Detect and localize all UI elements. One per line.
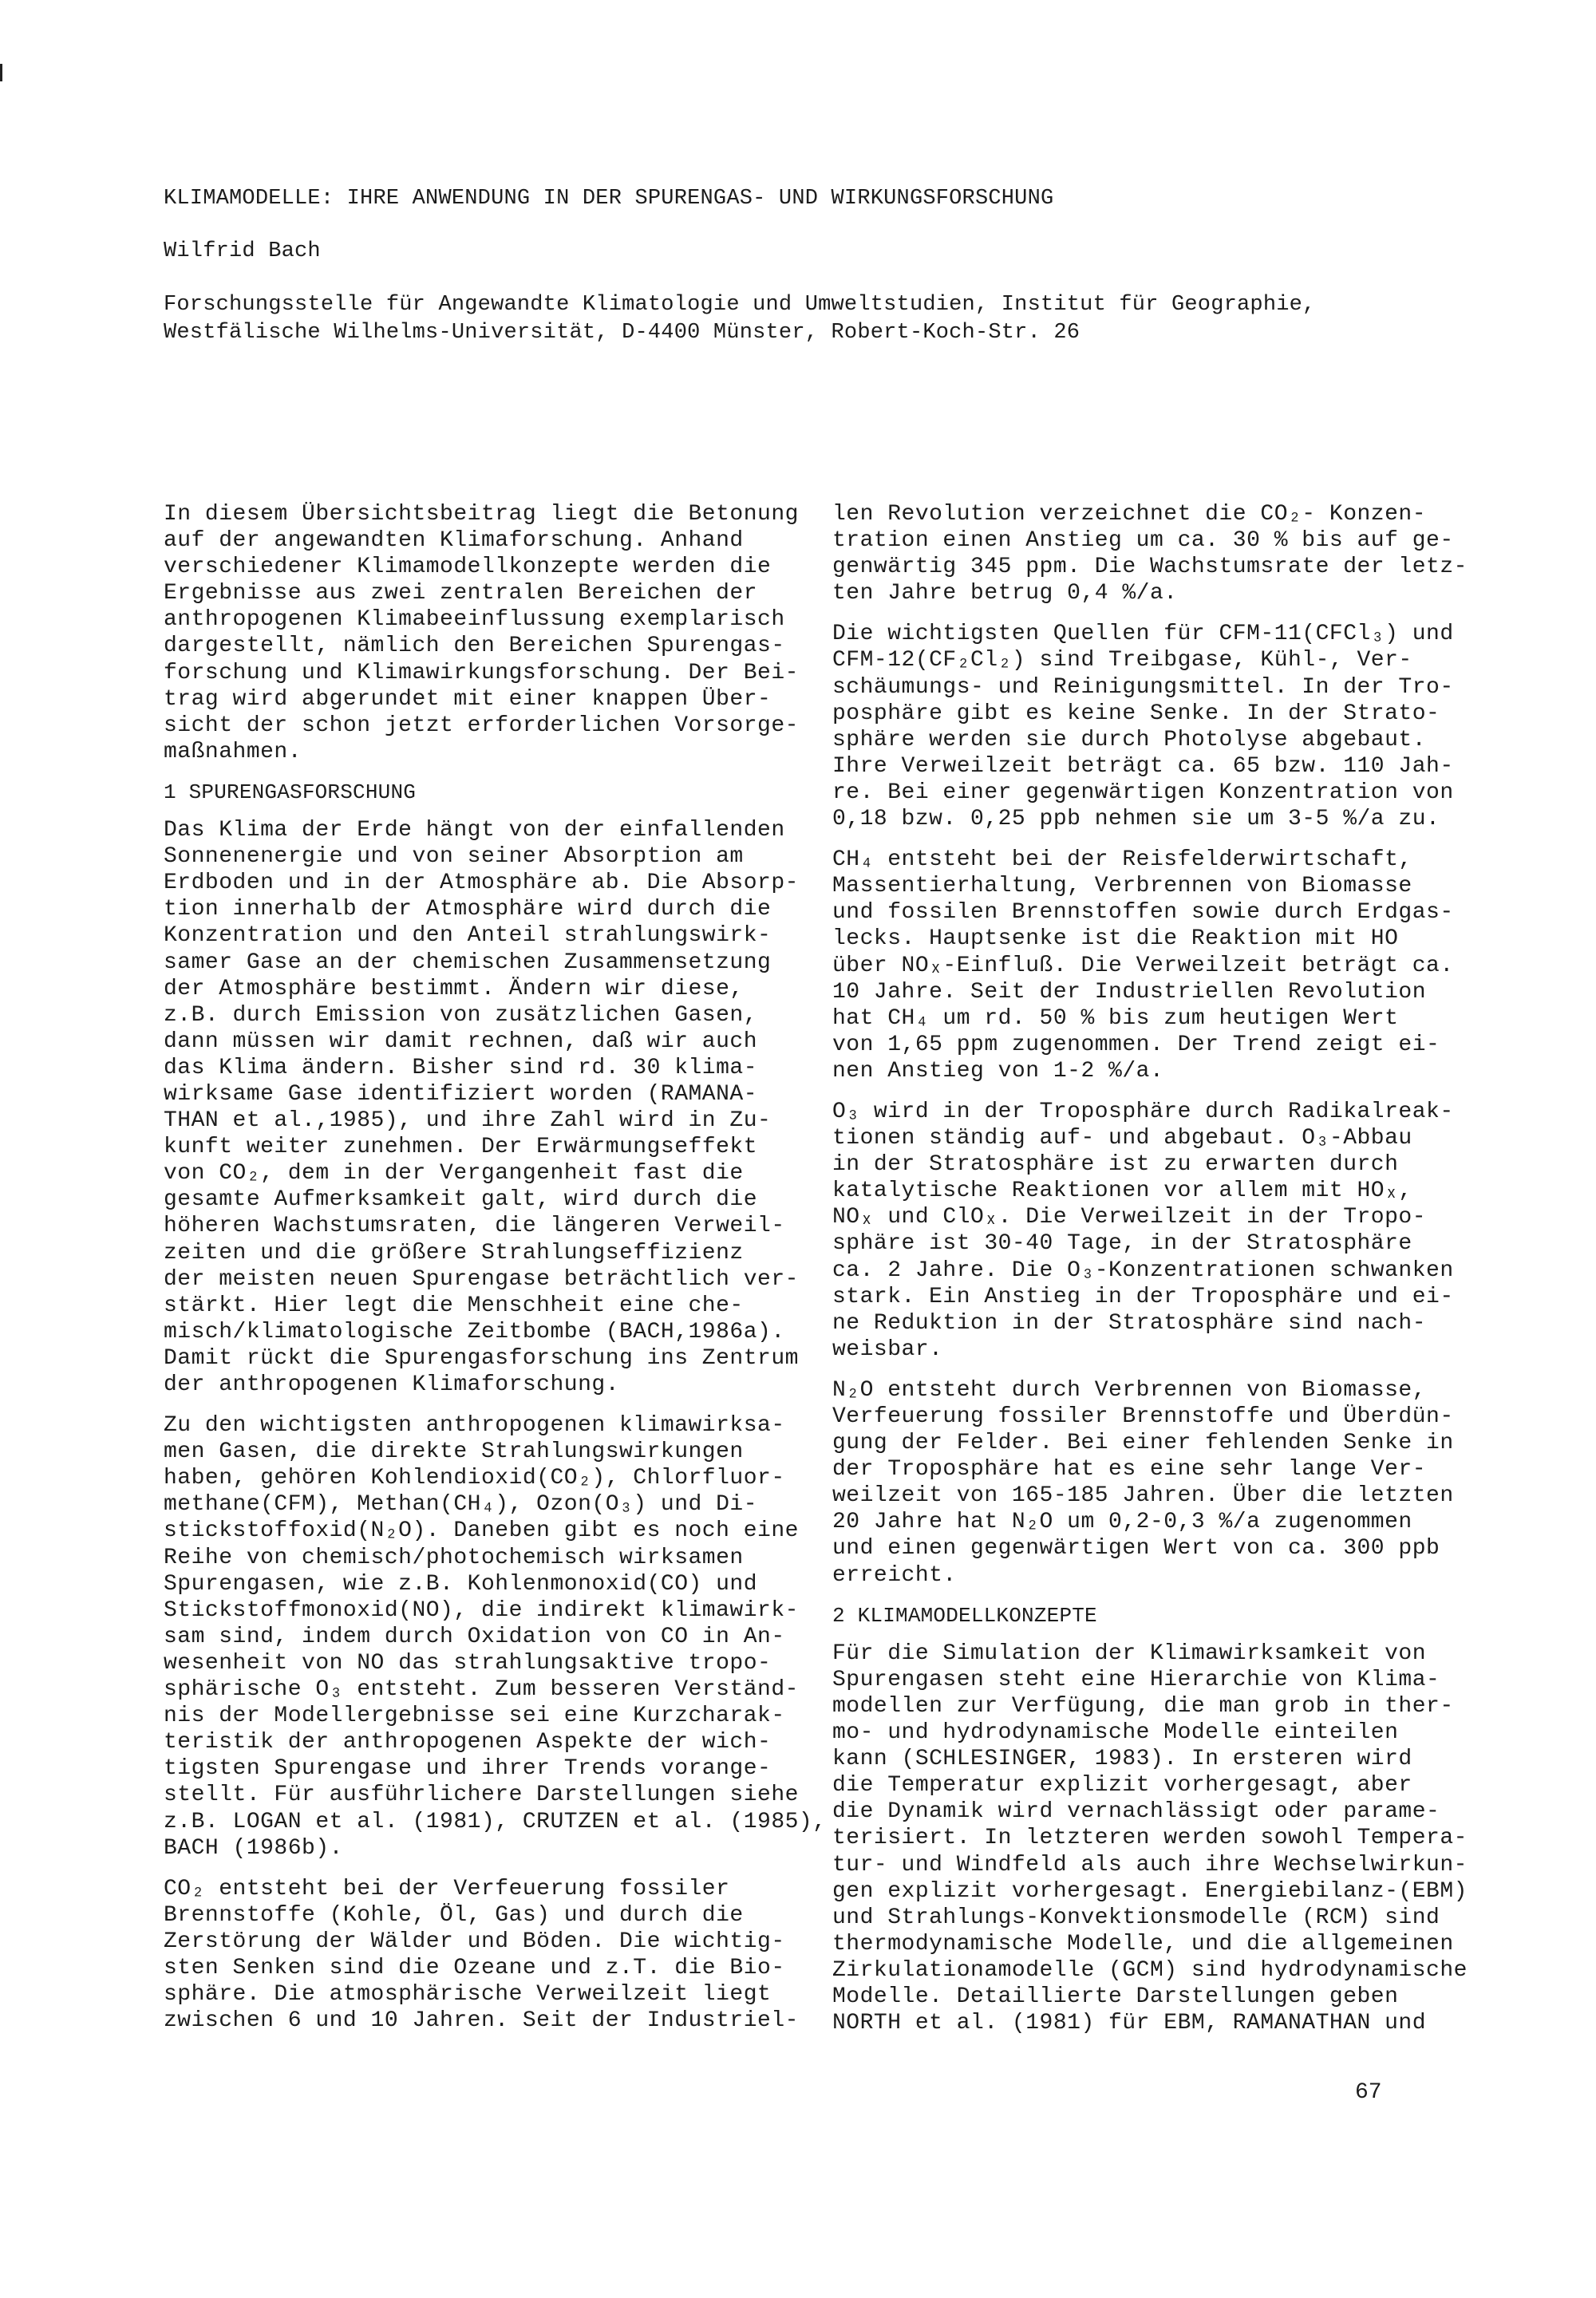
- text-line: das Klima ändern. Bisher sind rd. 30 klima-: [164, 1055, 758, 1080]
- text-line: und Strahlungs-Konvektionsmodelle (RCM) sind: [832, 1905, 1440, 1930]
- affiliation-line-1: Forschungsstelle für Angewandte Klimatologie und Umweltstudien, Institut für Geographie,: [164, 293, 1316, 317]
- paragraph-climate-absorption: [164, 817, 799, 1398]
- text-line: CO₂ entsteht bei der Verfeuerung fossiler: [164, 1876, 730, 1901]
- text-line: THAN et al.,1985), und ihre Zahl wird in Zu-: [164, 1108, 772, 1134]
- text-line: nen Anstieg von 1-2 %/a.: [832, 1058, 1164, 1084]
- text-line: Zu den wichtigsten anthropogenen klimawirksa-: [164, 1413, 785, 1439]
- text-line: Spurengasen, wie z.B. Kohlenmonoxid(CO) und: [164, 1571, 758, 1597]
- paragraph-n2o: [832, 1377, 1463, 1589]
- text-line: sphäre werden sie durch Photolyse abgebaut.: [832, 727, 1427, 752]
- text-line: Konzentration und den Anteil strahlungswirk-: [164, 923, 772, 949]
- text-line: katalytische Reaktionen vor allem mit HOₓ,: [832, 1179, 1412, 1204]
- text-line: modellen zur Verfügung, die man grob in ther-: [832, 1693, 1454, 1719]
- text-line: lecks. Hauptsenke ist die Reaktion mit HO: [832, 926, 1399, 952]
- paragraph-cfm: [832, 621, 1463, 832]
- text-line: maßnahmen.: [164, 739, 302, 764]
- text-line: tigsten Spurengase und ihrer Trends vorange-: [164, 1756, 772, 1782]
- text-line: anthropogenen Klimabeeinflussung exemplarisch: [164, 607, 785, 633]
- text-line: ne Reduktion in der Stratosphäre sind nach-: [832, 1310, 1427, 1336]
- text-line: 10 Jahre. Seit der Industriellen Revolution: [832, 979, 1427, 1005]
- text-line: tration einen Anstieg um ca. 30 % bis auf ge-: [832, 528, 1454, 554]
- text-line: sam sind, indem durch Oxidation von CO in An-: [164, 1624, 785, 1649]
- section-heading-spurengasforschung: 1 SPURENGASFORSCHUNG: [164, 780, 417, 804]
- text-line: sphäre ist 30-40 Tage, in der Stratosphäre: [832, 1231, 1412, 1257]
- text-line: von 1,65 ppm zugenommen. Der Trend zeigt ei-: [832, 1032, 1440, 1057]
- text-line: ten Jahre betrug 0,4 %/a.: [832, 581, 1178, 606]
- text-line: BACH (1986b).: [164, 1835, 343, 1861]
- text-line: Stickstoffmonoxid(NO), die indirekt klimawirk-: [164, 1597, 799, 1623]
- text-line: in der Stratosphäre ist zu erwarten durch: [832, 1152, 1399, 1178]
- text-line: sphärische O₃ entsteht. Zum besseren Verständ-: [164, 1677, 799, 1703]
- text-line: wesenheit von NO das strahlungsaktive tropo-: [164, 1650, 772, 1676]
- text-line: tur- und Windfeld als auch ihre Wechselwirkun-: [832, 1852, 1468, 1877]
- left-column: [164, 501, 827, 2048]
- text-line: erreicht.: [832, 1562, 957, 1588]
- intro-paragraph: [164, 501, 799, 765]
- text-line: Sonnenenergie und von seiner Absorption am: [164, 844, 744, 870]
- text-line: Verfeuerung fossiler Brennstoffe und Überdün-: [832, 1404, 1454, 1429]
- text-line: In diesem Übersichtsbeitrag liegt die Betonung: [164, 502, 799, 527]
- text-line: forschung und Klimawirkungsforschung. Der Bei-: [164, 660, 799, 685]
- text-line: Brennstoffe (Kohle, Öl, Gas) und durch die: [164, 1902, 744, 1928]
- text-line: tionen ständig auf- und abgebaut. O₃-Abbau: [832, 1126, 1412, 1151]
- text-line: haben, gehören Kohlendioxid(CO₂), Chlorfluor-: [164, 1466, 785, 1491]
- text-line: dargestellt, nämlich den Bereichen Spurengas-: [164, 634, 785, 659]
- text-line: tion innerhalb der Atmosphäre wird durch die: [164, 897, 772, 922]
- text-line: sten Senken sind die Ozeane und z.T. die Bio-: [164, 1955, 785, 1980]
- text-line: posphäre gibt es keine Senke. In der Strato-: [832, 701, 1440, 726]
- text-line: Damit rückt die Spurengasforschung ins Zentrum: [164, 1345, 799, 1371]
- text-line: auf der angewandten Klimaforschung. Anhand: [164, 528, 744, 554]
- text-line: teristik der anthropogenen Aspekte der wich-: [164, 1730, 772, 1755]
- text-line: len Revolution verzeichnet die CO₂- Konzen-: [832, 502, 1427, 527]
- text-line: kunft weiter zunehmen. Der Erwärmungseffekt: [164, 1135, 758, 1160]
- text-line: der anthropogenen Klimaforschung.: [164, 1372, 619, 1397]
- text-line: Zerstörung der Wälder und Böden. Die wichtig-: [164, 1929, 785, 1954]
- text-line: z.B. LOGAN et al. (1981), CRUTZEN et al. (1985),: [164, 1809, 827, 1834]
- text-line: der Atmosphäre bestimmt. Ändern wir diese,: [164, 976, 744, 1001]
- text-line: stärkt. Hier legt die Menschheit eine che-: [164, 1293, 744, 1318]
- text-line: men Gasen, die direkte Strahlungswirkungen: [164, 1439, 744, 1465]
- text-line: weisbar.: [832, 1337, 943, 1362]
- text-line: Erdboden und in der Atmosphäre ab. Die Absorp-: [164, 871, 799, 896]
- text-line: NOₓ und ClOₓ. Die Verweilzeit in der Tropo-: [832, 1205, 1427, 1230]
- text-line: stark. Ein Anstieg in der Troposphäre und ei-: [832, 1284, 1454, 1309]
- text-line: der Troposphäre hat es eine sehr lange Ver-: [832, 1457, 1427, 1483]
- right-column: [832, 501, 1468, 2051]
- text-line: weilzeit von 165-185 Jahren. Über die letzten: [832, 1483, 1454, 1509]
- text-line: trag wird abgerundet mit einer knappen Über-: [164, 686, 772, 712]
- text-line: samer Gase an der chemischen Zusammensetzung: [164, 950, 772, 975]
- text-line: CH₄ entsteht bei der Reisfelderwirtschaft,: [832, 847, 1412, 873]
- paper-title: KLIMAMODELLE: IHRE ANWENDUNG IN DER SPURENGAS- UND WIRKUNGSFORSCHUNG: [164, 187, 1054, 211]
- section-heading-klimamodellkonzepte: 2 KLIMAMODELLKONZEPTE: [832, 1603, 1097, 1628]
- text-line: sphäre. Die atmosphärische Verweilzeit liegt: [164, 1982, 772, 2008]
- text-line: Spurengasen steht eine Hierarchie von Klima-: [832, 1667, 1440, 1692]
- text-line: 20 Jahre hat N₂O um 0,2-0,3 %/a zugenommen: [832, 1510, 1412, 1535]
- text-line: mo- und hydrodynamische Modelle einteilen: [832, 1720, 1399, 1746]
- text-line: Modelle. Detaillierte Darstellungen geben: [832, 1984, 1399, 2009]
- text-line: höheren Wachstumsraten, die längeren Verweil-: [164, 1214, 785, 1239]
- text-line: genwärtig 345 ppm. Die Wachstumsrate der letz-: [832, 555, 1468, 580]
- text-line: zwischen 6 und 10 Jahren. Seit der Industriel-: [164, 2008, 799, 2034]
- text-line: hat CH₄ um rd. 50 % bis zum heutigen Wert: [832, 1005, 1399, 1031]
- text-line: ca. 2 Jahre. Die O₃-Konzentrationen schwanken: [832, 1258, 1454, 1283]
- text-line: sicht der schon jetzt erforderlichen Vorsorge-: [164, 713, 799, 738]
- text-line: terisiert. In letzteren werden sowohl Tempera-: [832, 1826, 1468, 1851]
- text-line: dann müssen wir damit rechnen, daß wir auch: [164, 1029, 758, 1054]
- paragraph-trace-gases: [164, 1412, 827, 1862]
- paragraph-ch4: [832, 847, 1463, 1084]
- paragraph-o3: [832, 1099, 1463, 1363]
- affiliation-line-2: Westfälische Wilhelms-Universität, D-4400 Münster, Robert-Koch-Str. 26: [164, 321, 1080, 345]
- text-line: von CO₂, dem in der Vergangenheit fast die: [164, 1161, 744, 1187]
- text-line: wirksame Gase identifiziert worden (RAMANA-: [164, 1081, 758, 1107]
- paragraph-co2-continued: [832, 501, 1468, 606]
- text-line: kann (SCHLESINGER, 1983). In ersteren wird: [832, 1747, 1412, 1772]
- text-line: verschiedener Klimamodellkonzepte werden die: [164, 555, 772, 580]
- text-line: Ihre Verweilzeit beträgt ca. 65 bzw. 110 Jah-: [832, 753, 1454, 779]
- text-line: gen explizit vorhergesagt. Energiebilanz-(EBM): [832, 1878, 1468, 1904]
- text-line: schäumungs- und Reinigungsmittel. In der Tro-: [832, 674, 1454, 700]
- text-line: und einen gegenwärtigen Wert von ca. 300 ppb: [832, 1536, 1440, 1562]
- scan-edge-mark: [0, 64, 2, 81]
- text-line: gesamte Aufmerksamkeit galt, wird durch die: [164, 1187, 758, 1213]
- text-line: re. Bei einer gegenwärtigen Konzentration von: [832, 780, 1454, 805]
- text-line: gung der Felder. Bei einer fehlenden Senke in: [832, 1431, 1454, 1456]
- text-line: Massentierhaltung, Verbrennen von Biomasse: [832, 874, 1412, 899]
- text-line: Die wichtigsten Quellen für CFM-11(CFCl₃) und: [832, 622, 1454, 647]
- text-line: Reihe von chemisch/photochemisch wirksamen: [164, 1545, 744, 1570]
- text-line: stickstoffoxid(N₂O). Daneben gibt es noch eine: [164, 1518, 799, 1544]
- text-line: zeiten und die größere Strahlungseffizienz: [164, 1240, 744, 1265]
- page-number: 67: [1355, 2080, 1382, 2105]
- text-line: nis der Modellergebnisse sei eine Kurzcharak-: [164, 1704, 785, 1729]
- text-line: Das Klima der Erde hängt von der einfallenden: [164, 818, 785, 843]
- text-line: CFM-12(CF₂Cl₂) sind Treibgase, Kühl-, Ver-: [832, 648, 1412, 673]
- text-line: Ergebnisse aus zwei zentralen Bereichen der: [164, 581, 758, 606]
- text-line: z.B. durch Emission von zusätzlichen Gasen,: [164, 1002, 758, 1028]
- paragraph-model-hierarchy: [832, 1641, 1468, 2036]
- text-line: Für die Simulation der Klimawirksamkeit von: [832, 1641, 1427, 1666]
- text-line: und fossilen Brennstoffen sowie durch Erdgas-: [832, 900, 1454, 926]
- text-line: Zirkulationamodelle (GCM) sind hydrodynamische: [832, 1957, 1468, 1983]
- text-line: stellt. Für ausführlichere Darstellungen siehe: [164, 1783, 799, 1808]
- text-line: die Dynamik wird vernachlässigt oder parame-: [832, 1799, 1440, 1825]
- text-line: misch/klimatologische Zeitbombe (BACH,1986a).: [164, 1319, 785, 1344]
- text-line: NORTH et al. (1981) für EBM, RAMANATHAN und: [832, 2011, 1427, 2036]
- text-line: methane(CFM), Methan(CH₄), Ozon(O₃) und Di-: [164, 1492, 758, 1518]
- author-name: Wilfrid Bach: [164, 239, 321, 263]
- paragraph-co2: [164, 1876, 799, 2035]
- text-line: N₂O entsteht durch Verbrennen von Biomasse,: [832, 1377, 1427, 1403]
- text-line: 0,18 bzw. 0,25 ppb nehmen sie um 3-5 %/a zu.: [832, 807, 1440, 832]
- text-line: über NOₓ-Einfluß. Die Verweilzeit beträgt ca.: [832, 953, 1454, 978]
- text-line: der meisten neuen Spurengase beträchtlich ver-: [164, 1266, 799, 1292]
- text-line: O₃ wird in der Troposphäre durch Radikalreak-: [832, 1099, 1454, 1124]
- text-line: thermodynamische Modelle, und die allgemeinen: [832, 1931, 1454, 1956]
- text-line: die Temperatur explizit vorhergesagt, aber: [832, 1773, 1412, 1799]
